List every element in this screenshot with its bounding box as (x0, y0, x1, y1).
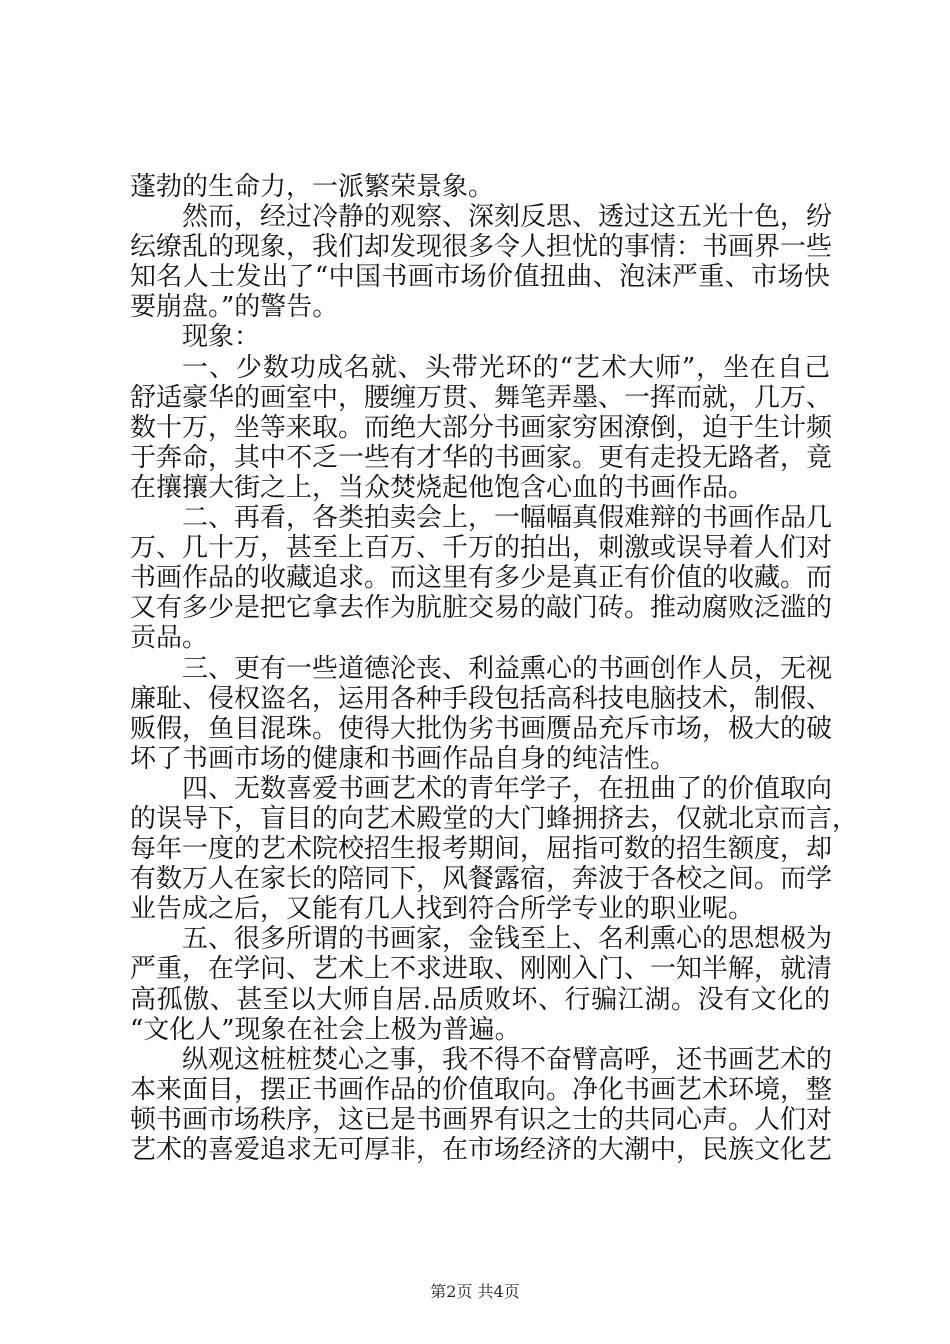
text-line: 四、无数喜爱书画艺术的青年学子，在扭曲了的价值取向 (182, 773, 833, 804)
document-body (130, 172, 859, 1165)
text-line: 的误导下，盲目的向艺术殿堂的大门蜂拥挤去，仅就北京而言， (130, 803, 859, 834)
text-line: 高孤傲、甚至以大师自居.品质败坏、行骗江湖。没有文化的 (130, 984, 830, 1015)
text-line: 每年一度的艺术院校招生报考期间，屈指可数的招生额度，却 (130, 834, 833, 865)
page-footer: 第2页 共4页 (430, 1282, 520, 1301)
text-line: 艺术的喜爱追求无可厚非，在市场经济的大潮中，民族文化艺 (130, 1135, 833, 1165)
text-line: 业告成之后，又能有几人找到符合所学专业的职业呢。 (130, 894, 755, 925)
text-line: 数十万，坐等来取。而绝大部分书画家穷困潦倒，迫于生计频 (130, 412, 833, 443)
text-line: 蓬勃的生命力，一派繁荣景象。 (130, 172, 495, 202)
text-line: 廉耻、侵权盗名，运用各种手段包括高科技电脑技术，制假、 (130, 683, 833, 714)
text-line: 舒适豪华的画室中，腰缠万贯、舞笔弄墨、一挥而就，几万、 (130, 382, 833, 413)
text-line: 纵观这桩桩焚心之事，我不得不奋臂高呼，还书画艺术的 (182, 1044, 833, 1075)
text-line: 五、很多所谓的书画家，金钱至上、名利熏心的思想极为 (182, 924, 833, 955)
text-line: 严重，在学问、艺术上不求进取、刚刚入门、一知半解，就清 (130, 954, 833, 985)
text-line: 万、几十万，甚至上百万、千万的拍出，刺激或误导着人们对 (130, 533, 833, 564)
text-line: 然而，经过冷静的观察、深刻反思、透过这五光十色，纷 (182, 202, 833, 233)
text-line: 在攘攘大街之上，当众焚烧起他饱含心血的书画作品。 (130, 472, 755, 503)
text-line: 本来面目，摆正书画作品的价值取向。净化书画艺术环境，整 (130, 1074, 833, 1105)
text-line: 贡品。 (130, 623, 209, 654)
text-line: 知名人士发出了“中国书画市场价值扭曲、泡沫严重、市场快 (130, 262, 830, 293)
text-line: 三、更有一些道德沦丧、利益熏心的书画创作人员，无视 (182, 653, 833, 684)
text-line: 坏了书画市场的健康和书画作品自身的纯洁性。 (130, 743, 677, 774)
text-line: 一、少数功成名就、头带光环的“艺术大师”，坐在自己 (182, 352, 830, 383)
text-line: 贩假，鱼目混珠。使得大批伪劣书画赝品充斥市场，极大的破 (130, 713, 833, 744)
text-line: 现象： (182, 322, 261, 353)
text-line: 要崩盘。”的警告。 (130, 292, 339, 323)
text-line: 于奔命，其中不乏一些有才华的书画家。更有走投无路者，竟 (130, 442, 833, 473)
text-line: 又有多少是把它拿去作为肮脏交易的敲门砖。推动腐败泛滥的 (130, 593, 833, 624)
text-line: 二、再看，各类拍卖会上，一幅幅真假难辩的书画作品几 (182, 503, 833, 534)
text-line: 有数万人在家长的陪同下，风餐露宿，奔波于各校之间。而学 (130, 864, 833, 895)
text-line: 顿书画市场秩序，这已是书画界有识之士的共同心声。人们对 (130, 1104, 833, 1135)
text-line: 书画作品的收藏追求。而这里有多少是真正有价值的收藏。而 (130, 563, 833, 594)
text-line: “文化人”现象在社会上极为普遍。 (130, 1014, 521, 1045)
text-line: 纭缭乱的现象，我们却发现很多令人担忧的事情：书画界一些 (130, 232, 833, 263)
